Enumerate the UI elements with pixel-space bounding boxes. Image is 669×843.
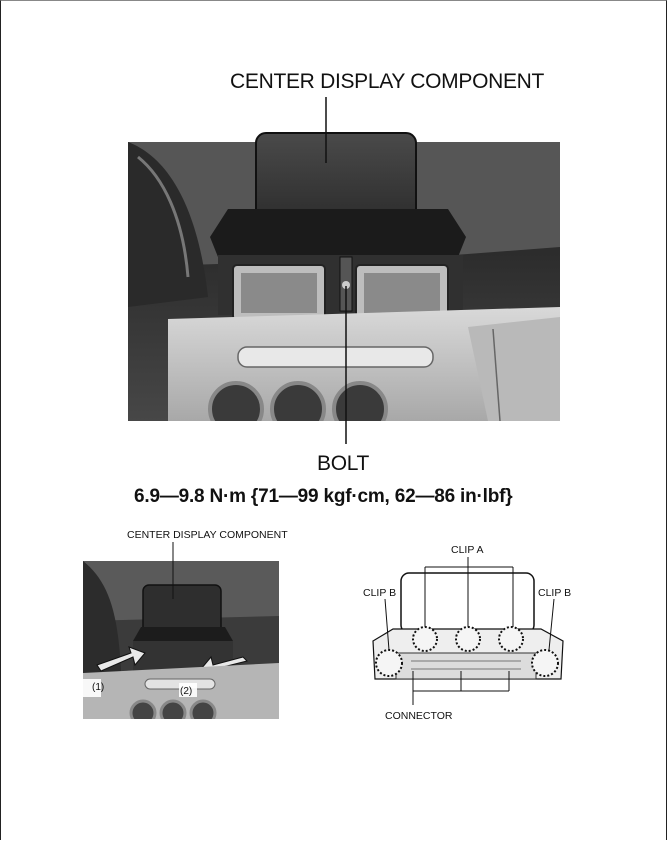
step-2-label: (2) <box>180 686 193 697</box>
torque-spec: 6.9—9.8 N·m {71—99 kgf·cm, 62—86 in·lbf} <box>134 486 513 507</box>
bolt-label: BOLT <box>317 452 370 475</box>
step-1-label: (1) <box>92 682 105 693</box>
center-display-component-label: CENTER DISPLAY COMPONENT <box>230 70 545 93</box>
clip-diagram <box>1 1 669 843</box>
removal-component-label: CENTER DISPLAY COMPONENT <box>127 529 288 541</box>
clip-b-left-label: CLIP B <box>363 587 397 599</box>
clip-a-label: CLIP A <box>451 544 484 556</box>
connector-label: CONNECTOR <box>385 710 453 722</box>
clip-b-right-label: CLIP B <box>538 587 572 599</box>
